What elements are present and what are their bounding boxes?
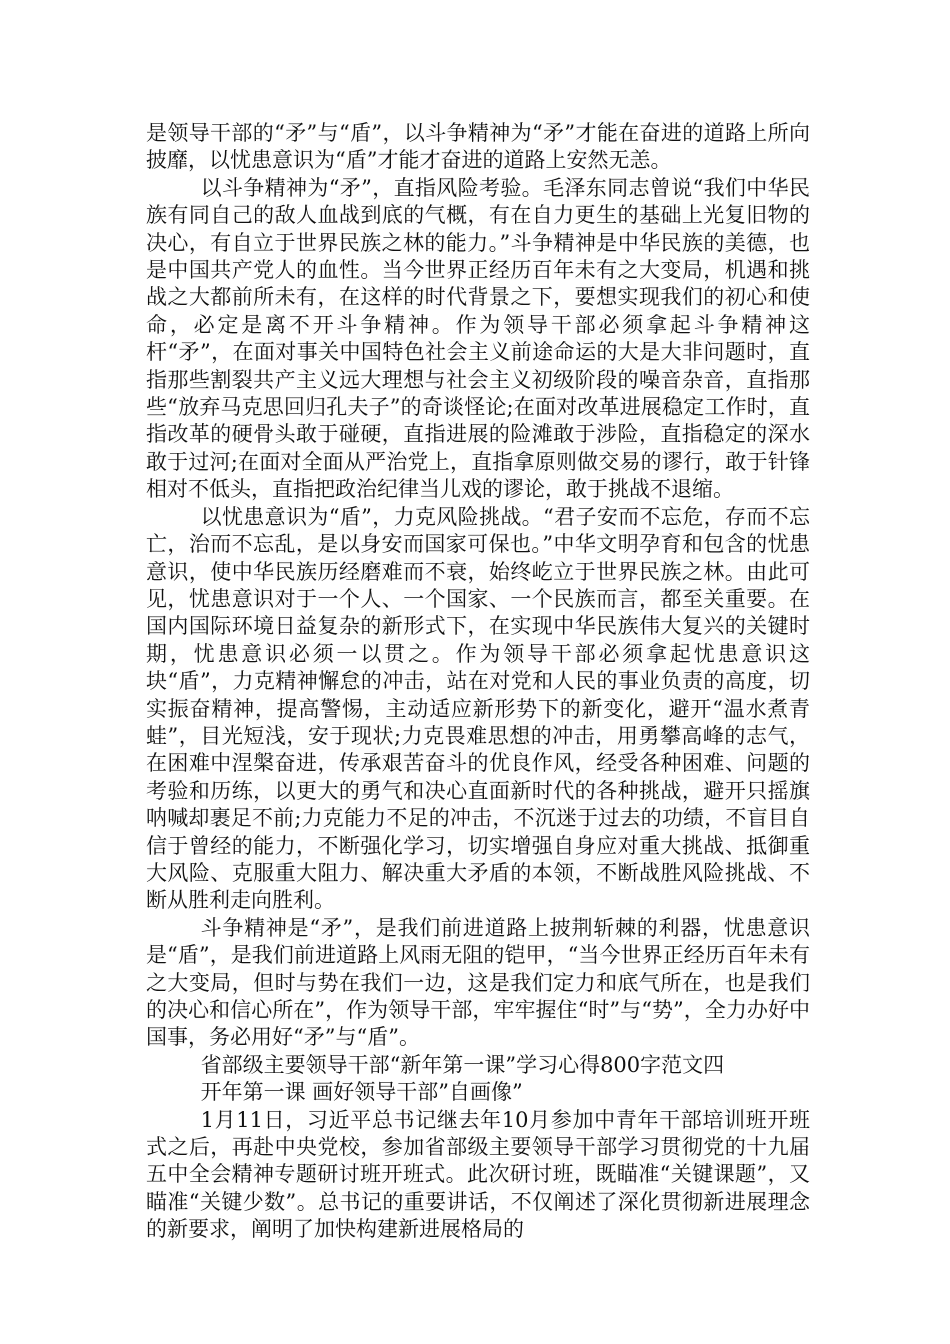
section-title: 省部级主要领导干部“新年第一课”学习心得800字范文四 [200, 1052, 725, 1077]
paragraph-opening: 1月11日，习近平总书记继去年10月参加中青年干部培训班开班式之后，再赴中央党校，参加省部级主要领导干部学习贯彻党的十九届五中全会精神专题研讨班开班式。此次研讨班，既瞄准“关键课题”，又瞄准“关键少数”。总书记的重要讲话，不仅阐述了深化贯彻新进展理念的新要求，阐明了加快构建新进展格局的 [146, 1107, 810, 1242]
paragraph-struggle-spirit: 以斗争精神为“矛”，直指风险考验。毛泽东同志曾说“我们中华民族有同自己的敌人血战到底的气概，有在自力更生的基础上光复旧物的决心，有自立于世界民族之林的能力。”斗争精神是中华民族的美德，也是中国共产党人的血性。当今世界正经历百年未有之大变局，机遇和挑战之大都前所未有，在这样的时代背景之下，要想实现我们的初心和使命，必定是离不开斗争精神。作为领导干部必须拿起斗争精神这杆“矛”，在面对事关中国特色社会主义前途命运的大是大非问题时，直指那些割裂共产主义远大理想与社会主义初级阶段的噪音杂音，直指那些“放弃马克思回归孔夫子”的奇谈怪论;在面对改革进展稳定工作时，直指改革的硬骨头敢于碰硬，直指进展的险滩敢于涉险，直指稳定的深水敢于过河;在面对全面从严治党上，直指拿原则做交易的谬行，敢于针锋相对不低头，直指把政治纪律当儿戏的谬论，敢于挑战不退缩。 [146, 175, 810, 502]
paragraph-conclusion: 斗争精神是“矛”，是我们前进道路上披荆斩棘的利器，忧患意识是“盾”，是我们前进道路上风雨无阻的铠甲，“当今世界正经历百年未有之大变局，但时与势在我们一边，这是我们定力和底气所在，也是我们的决心和信心所在”，作为领导干部，牢牢握住“时”与“势”，全力办好中国事，务必用好“矛”与“盾”。 [146, 915, 810, 1050]
paragraph-sense-of-crisis: 以忧患意识为“盾”，力克风险挑战。“君子安而不忘危，存而不忘亡，治而不忘乱，是以身安而国家可保也。”中华文明孕育和包含的忧患意识，使中华民族历经磨难而不衰，始终屹立于世界民族之林。由此可见，忧患意识对于一个人、一个国家、一个民族而言，都至关重要。在国内国际环境日益复杂的新形式下，在实现中华民族伟大复兴的关键时期，忧患意识必须一以贯之。作为领导干部必须拿起忧患意识这块“盾”，力克精神懈怠的冲击，站在对党和人民的事业负责的高度，切实振奋精神，提高警惕，主动适应新形势下的新变化，避开“温水煮青蛙”，目光短浅，安于现状;力克畏难思想的冲击，用勇攀高峰的志气，在困难中涅槃奋进，传承艰苦奋斗的优良作风，经受各种困难、问题的考验和历练，以更大的勇气和决心直面新时代的各种挑战，避开只摇旗呐喊却裹足不前;力克能力不足的冲击，不沉迷于过去的功绩，不盲目自信于曾经的能力，不断强化学习，切实增强自身应对重大挑战、抵御重大风险、克服重大阻力、解决重大矛盾的本领，不断战胜风险挑战、不断从胜利走向胜利。 [146, 504, 810, 913]
paragraph-continuation: 是领导干部的“矛”与“盾”，以斗争精神为“矛”才能在奋进的道路上所向披靡，以忧患意识为“盾”才能才奋进的道路上安然无恙。 [146, 121, 810, 173]
section-subtitle: 开年第一课 画好领导干部”自画像” [200, 1080, 523, 1105]
document-body [146, 120, 810, 1244]
